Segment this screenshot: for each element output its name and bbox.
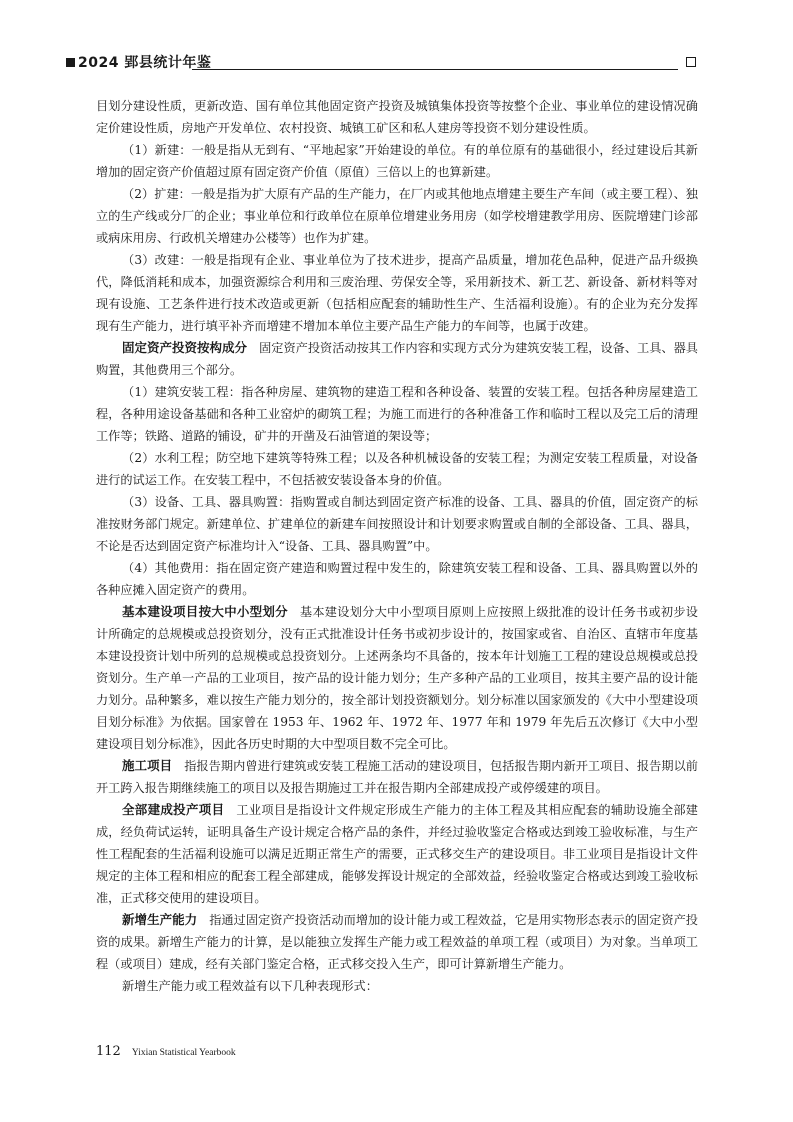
paragraph-text: 基本建设划分大中小型项目原则上应按照上级批准的设计任务书或初步设计所确定的总规模或总投资划分，没有正式批准设计任务书或初步设计的，按国家或省、自治区、直辖市年度基本建设投资计划中所列的总规模或总投资划分。上述两条均不具备的，按本年计划施工工程的建设总规模或总投资划分。生产单一产品的工业项目，按产品的设计能力划分；生产多种产品的工业项目，按其主要产品的设计能力划分。品种繁多，难以按生产能力划分的，按全部计划投资额划分。划分标准以国家颁发的《大中小型建设项目划分标准》为依据。国家曾在 1953 年、1962 年、1972 年、1977 年和 1979 年先后五次修订《大中小型建设项目划分标准》，因此各历史时期的大中型项目数不完全可比。 [96, 605, 698, 751]
term-heading: 固定资产投资按构成分 [122, 340, 248, 355]
paragraph-text: 固定资产投资活动按其工作内容和实现方式分为建筑安装工程，设备、工具、器具购置，其他费用三个部分。 [96, 341, 698, 377]
term-heading: 全部建成投产项目 [122, 802, 225, 817]
paragraph-text: （4）其他费用：指在固定资产建造和购置过程中发生的，除建筑安装工程和设备、工具、器具购置以外的各种应摊入固定资产的费用。 [96, 561, 698, 597]
paragraph-new-build [96, 139, 698, 183]
paragraph-text: 指报告期内曾进行建筑或安装工程施工活动的建设项目，包括报告期内新开工项目、报告期以前开工跨入报告期继续施工的项目以及报告期施过工并在报告期内全部建成投产或停缓建的项目。 [96, 759, 698, 795]
paragraph-text: （3）改建：一般是指现有企业、事业单位为了技术进步，提高产品质量，增加花色品种，促进产品升级换代，降低消耗和成本，加强资源综合利用和三废治理、劳保安全等，采用新技术、新工艺、新设备、新材料等对现有设施、工艺条件进行技术改造或更新（包括相应配套的辅助性生产、生活福利设施）。有的企业为充分发挥现有生产能力，进行填平补齐而增建不增加本单位主要产品生产能力的车间等，也属于改建。 [96, 253, 698, 333]
paragraph-text: （3）设备、工具、器具购置：指购置或自制达到固定资产标准的设备、工具、器具的价值，固定资产的标准按财务部门规定。新建单位、扩建单位的新建车间按照设计和计划要求购置或自制的全部设备、工具、器具，不论是否达到固定资产标准均计入“设备、工具、器具购置”中。 [96, 495, 698, 553]
footer-book-title: Yixian Statistical Yearbook [131, 1048, 236, 1058]
header-square-mark [66, 58, 75, 67]
paragraph-text: 指通过固定资产投资活动而增加的设计能力或工程效益，它是用实物形态表示的固定资产投资的成果。新增生产能力的计算，是以能独立发挥生产能力或工程效益的单项工程（或项目）为对象。当单项工程（或项目）建成，经有关部门鉴定合格，正式移交投入生产，即可计算新增生产能力。 [96, 913, 698, 971]
paragraph-investment-composition [96, 337, 698, 381]
paragraph-text: 工业项目是指设计文件规定形成生产能力的主体工程及其相应配套的辅助设施全部建成，经负荷试运转，证明具备生产设计规定合格产品的条件，并经过验收鉴定合格或达到竣工验收标准，与生产性工程配套的生活福利设施可以满足近期正常生产的需要，正式移交生产的建设项目。非工业项目是指设计文件规定的主体工程和相应的配套工程全部建成，能够发挥设计规定的全部效益，经验收鉴定合格或达到竣工验收标准，正式移交使用的建设项目。 [96, 803, 698, 905]
paragraph-text: 新增生产能力或工程效益有以下几种表现形式： [122, 979, 378, 993]
paragraph-construction-projects [96, 755, 698, 799]
page-number: 112 [96, 1044, 121, 1059]
paragraph-text: （2）水利工程；防空地下建筑等特殊工程；以及各种机械设备的安装工程；为测定安装工程质量，对设备进行的试运工作。在安装工程中，不包括被安装设备本身的价值。 [96, 451, 698, 487]
body-text [96, 95, 698, 997]
paragraph-new-capacity [96, 909, 698, 975]
paragraph-text: （1）新建：一般是指从无到有、“平地起家”开始建设的单位。有的单位原有的基础很小，经过建设后其新增加的固定资产价值超过原有固定资产价值（原值）三倍以上的也算新建。 [96, 143, 698, 179]
header-title: 2024 郢县统计年鉴 [78, 55, 212, 71]
page-header [66, 54, 696, 72]
paragraph-text: 目划分建设性质，更新改造、国有单位其他固定资产投资及城镇集体投资等按整个企业、事业单位的建设情况确定价建设性质，房地产开发单位、农村投资、城镇工矿区和私人建房等投资不划分建设性质。 [96, 99, 698, 135]
header-box-icon [686, 57, 696, 67]
paragraph-project-size [96, 601, 698, 755]
paragraph-renovation [96, 249, 698, 337]
paragraph-equipment-purchase [96, 491, 698, 557]
header-rule [192, 69, 678, 70]
paragraph-expansion [96, 183, 698, 249]
paragraph-capacity-forms [96, 975, 698, 997]
paragraph-completed-projects [96, 799, 698, 909]
paragraph-text: （2）扩建：一般是指为扩大原有产品的生产能力，在厂内或其他地点增建主要生产车间（或主要工程）、独立的生产线或分厂的企业；事业单位和行政单位在原单位增建业务用房（如学校增建教学用房、医院增建门诊部或病床用房、行政机关增建办公楼等）也作为扩建。 [96, 187, 698, 245]
paragraph-text: （1）建筑安装工程：指各种房屋、建筑物的建造工程和各种设备、装置的安装工程。包括各种房屋建造工程，各种用途设备基础和各种工业窑炉的砌筑工程；为施工而进行的各种准备工作和临时工程以及完工后的清理工作等；铁路、道路的铺设，矿井的开凿及石油管道的架设等； [96, 385, 698, 443]
paragraph-construction-installation [96, 381, 698, 447]
paragraph-construction-nature [96, 95, 698, 139]
page-footer [96, 1040, 236, 1060]
term-heading: 新增生产能力 [122, 912, 198, 927]
term-heading: 基本建设项目按大中小型划分 [122, 604, 288, 619]
paragraph-other-costs [96, 557, 698, 601]
term-heading: 施工项目 [122, 758, 173, 773]
paragraph-water-works [96, 447, 698, 491]
